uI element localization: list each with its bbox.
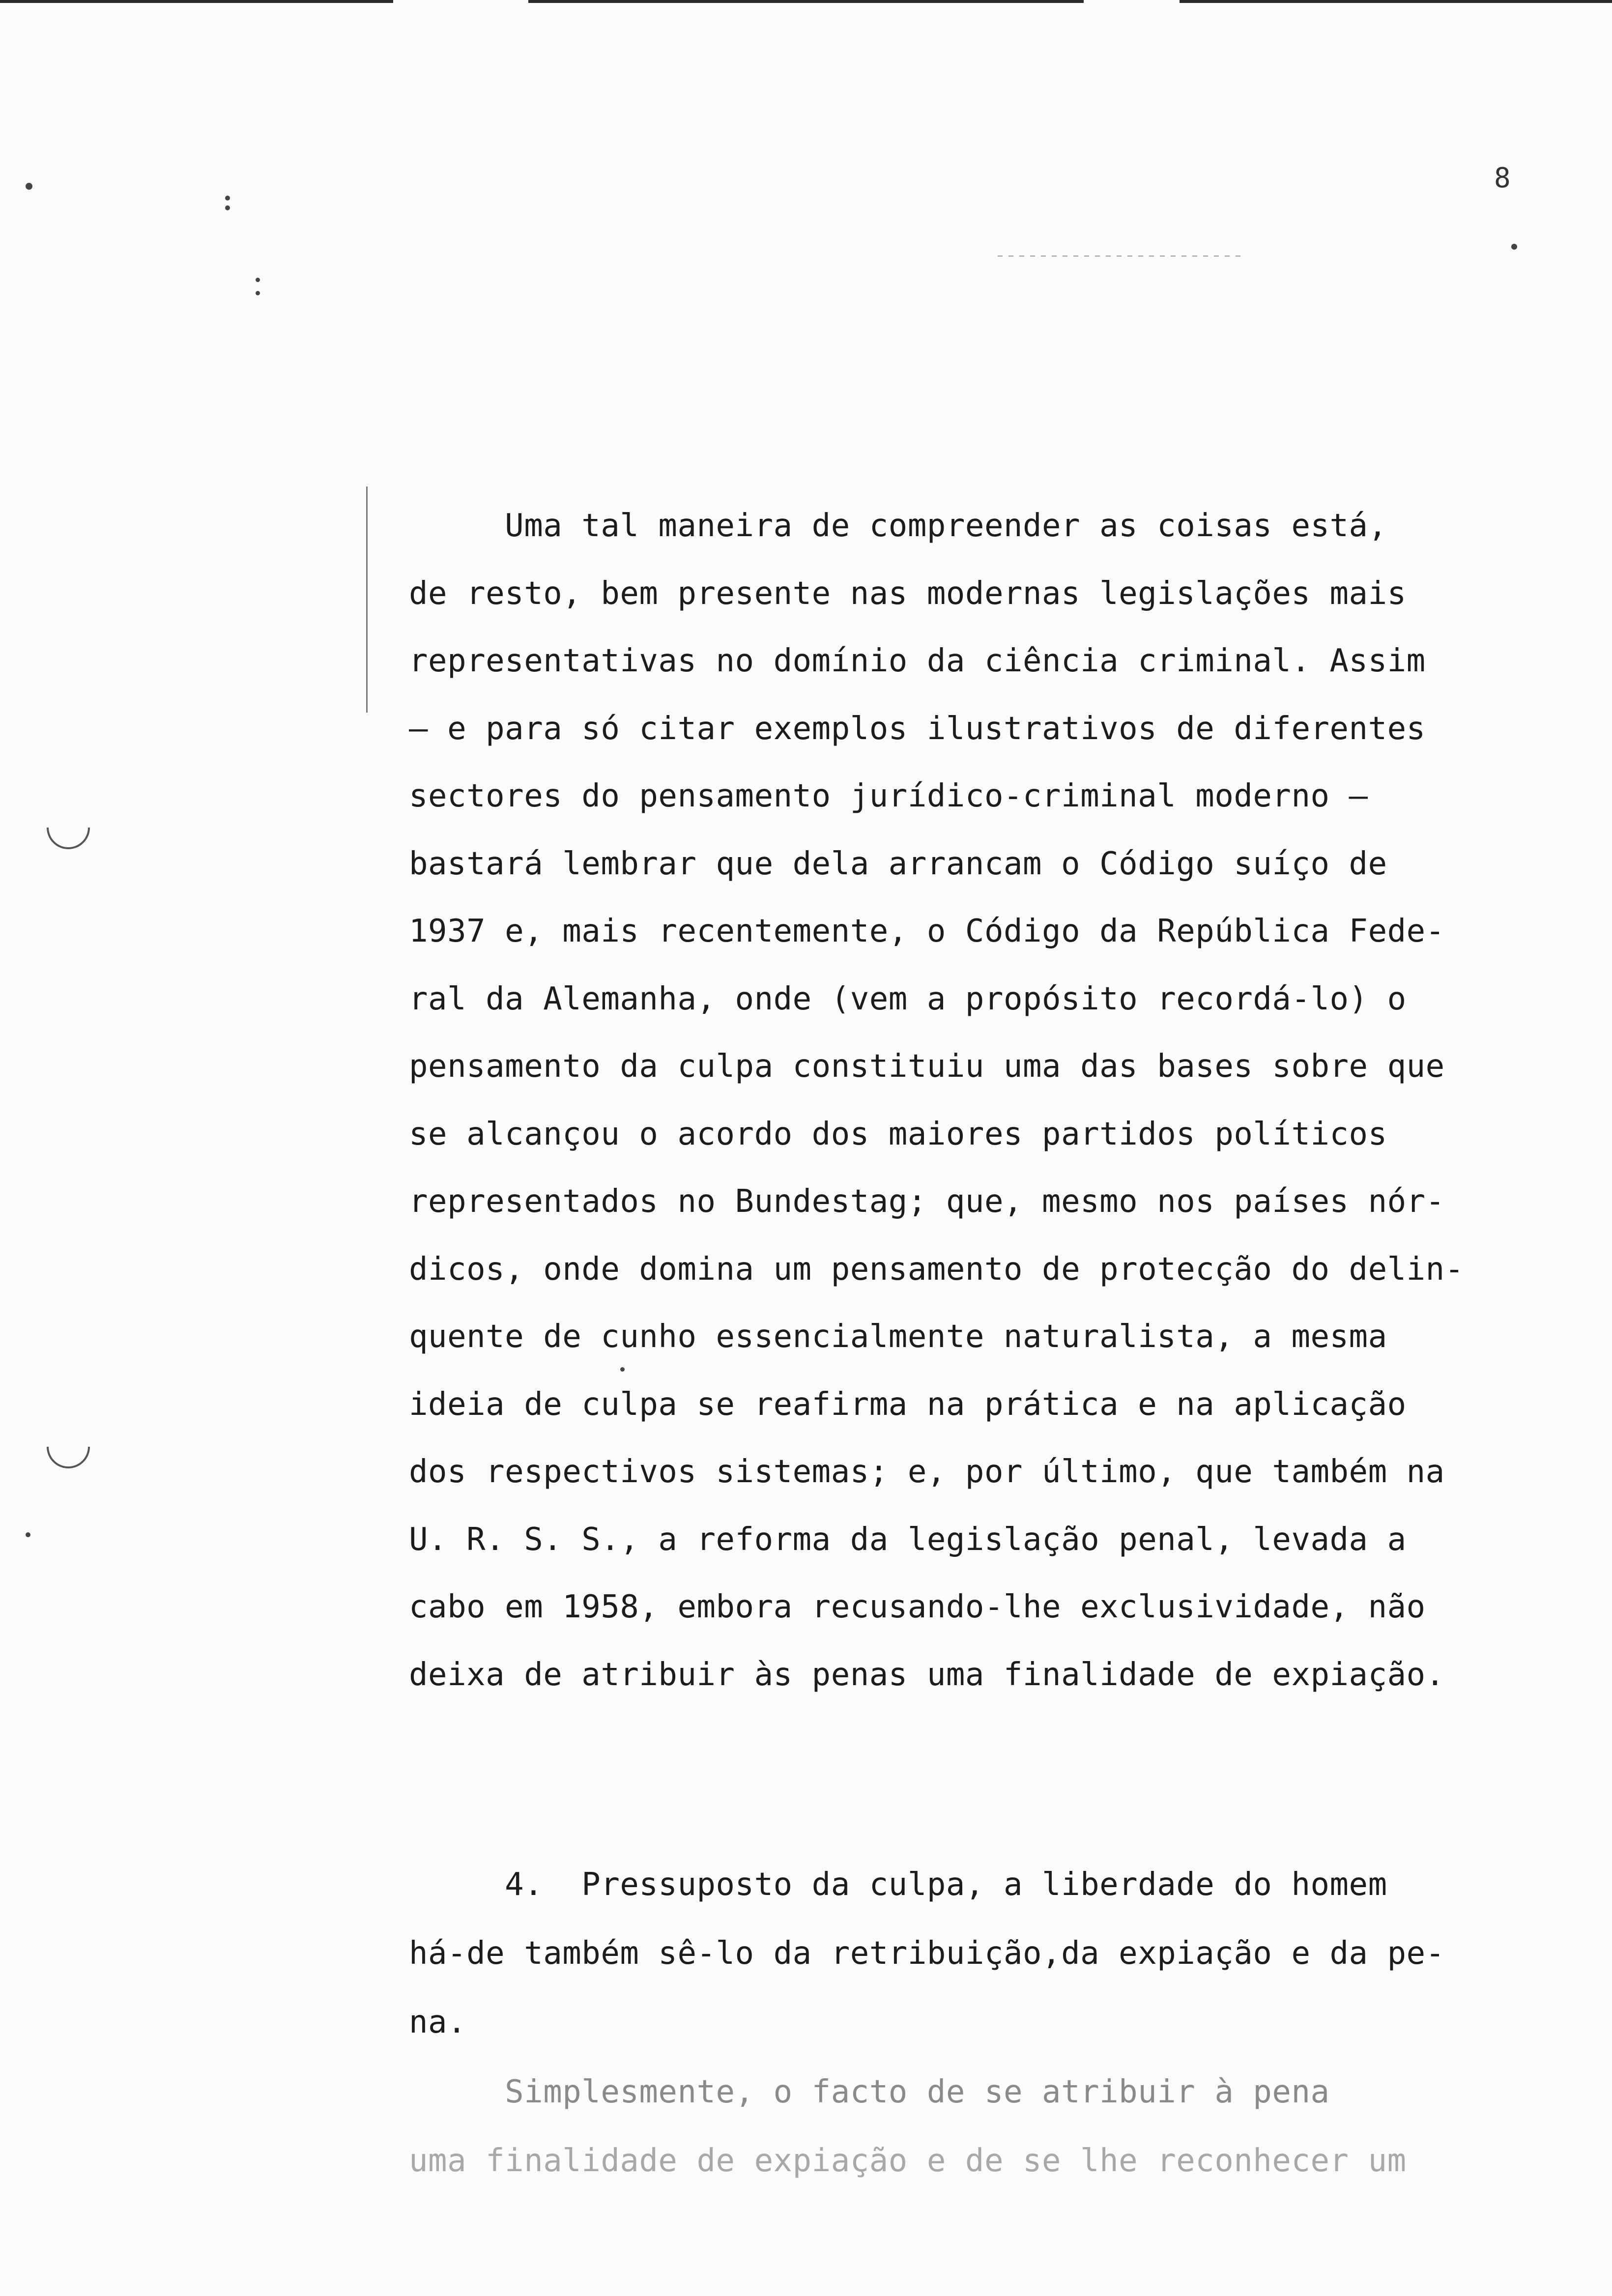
text-line: 1937 e, mais recentemente, o Código da República Fede-	[409, 913, 1445, 949]
text-line: deixa de atribuir às penas uma finalidade de expiação.	[409, 1657, 1445, 1693]
text-line: pensamento da culpa constituiu uma das bases sobre que	[409, 1048, 1445, 1085]
text-line: 4. Pressuposto da culpa, a liberdade do homem	[409, 1866, 1387, 1903]
text-line: se alcançou o acordo dos maiores partidos políticos	[409, 1116, 1387, 1152]
top-border-left	[0, 0, 393, 3]
top-border-middle	[528, 0, 1084, 3]
text-line: Uma tal maneira de compreender as coisas está,	[409, 508, 1387, 544]
page-number: 8	[1494, 162, 1511, 194]
text-line: ral da Alemanha, onde (vem a propósito recordá-lo) o	[409, 981, 1407, 1017]
text-line-faded: uma finalidade de expiação e de se lhe reconhecer um	[409, 2143, 1407, 2179]
text-line: dicos, onde domina um pensamento de protecção do delin-	[409, 1251, 1464, 1288]
text-line: representativas no domínio da ciência criminal. Assim	[409, 643, 1426, 679]
scan-speck	[620, 1367, 625, 1372]
scan-arc	[38, 797, 99, 858]
scan-speck	[256, 278, 260, 282]
scan-speck	[256, 291, 260, 295]
text-line: U. R. S. S., a reforma da legislação penal, levada a	[409, 1521, 1407, 1558]
scan-speck	[26, 183, 32, 190]
scan-speck	[1511, 244, 1517, 250]
text-line: dos respectivos sistemas; e, por último, que também na	[409, 1454, 1445, 1490]
scan-speck	[26, 1532, 30, 1537]
scan-smudge	[998, 256, 1243, 257]
text-line-faded: Simplesmente, o facto de se atribuir à pena	[409, 2074, 1330, 2110]
text-line: quente de cunho essencialmente naturalista, a mesma	[409, 1319, 1387, 1355]
text-line: de resto, bem presente nas modernas legislações mais	[409, 575, 1407, 612]
text-line: há-de também sê-lo da retribuição,da expiação e da pe-	[409, 1935, 1445, 1972]
text-line: na.	[409, 2004, 467, 2040]
text-line: ideia de culpa se reafirma na prática e na aplicação	[409, 1386, 1407, 1423]
text-line: cabo em 1958, embora recusando-lhe exclusividade, não	[409, 1589, 1426, 1625]
text-line: sectores do pensamento jurídico-criminal moderno —	[409, 778, 1368, 814]
scan-speck	[225, 196, 230, 201]
top-border-right	[1180, 0, 1612, 3]
scan-arc	[38, 1416, 99, 1477]
text-line: bastará lembrar que dela arrancam o Código suíço de	[409, 846, 1387, 882]
text-line: — e para só citar exemplos ilustrativos de diferentes	[409, 711, 1426, 747]
scan-speck	[225, 205, 230, 210]
text-line: representados no Bundestag; que, mesmo nos países nór-	[409, 1183, 1445, 1220]
margin-rule	[366, 487, 368, 713]
